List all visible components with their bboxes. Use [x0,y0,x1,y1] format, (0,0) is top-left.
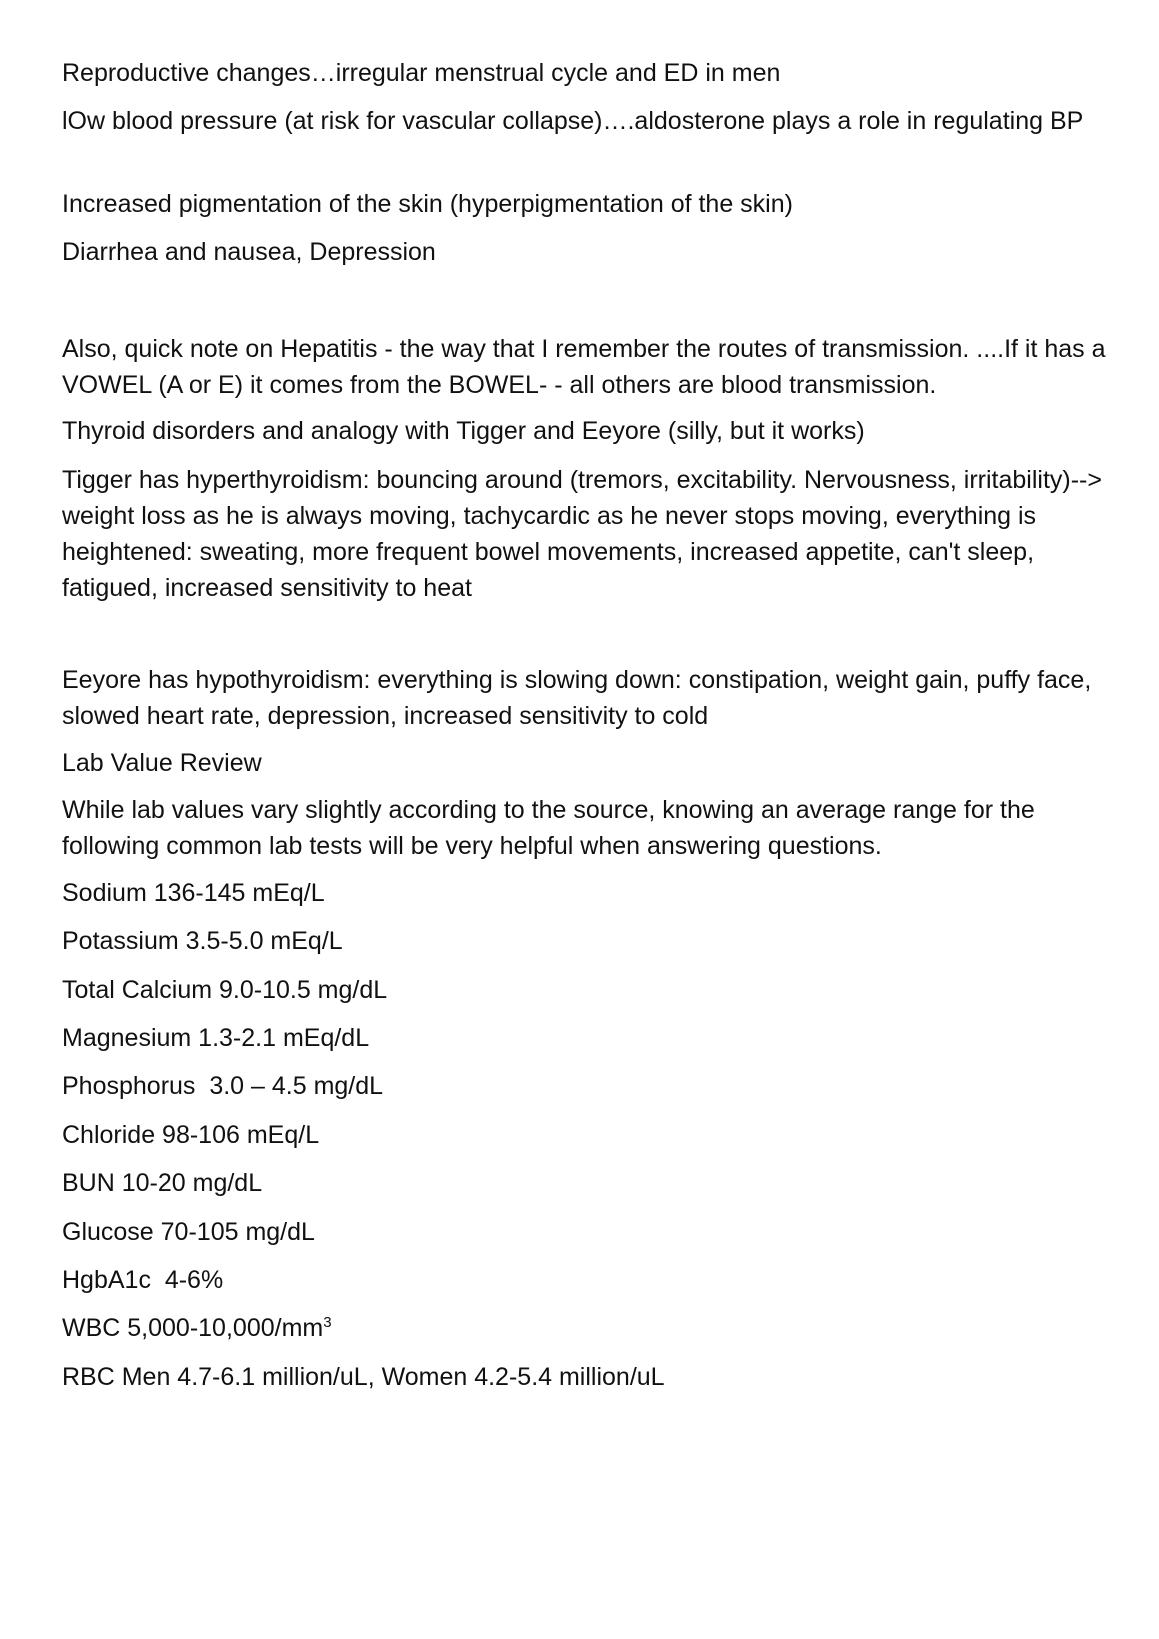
lab-wbc-superscript: 3 [323,1314,332,1331]
paragraph-thyroid-analogy: Thyroid disorders and analogy with Tigger and Eeyore (silly, but it works) [62,417,865,445]
lab-potassium: Potassium 3.5-5.0 mEq/L [62,927,343,955]
paragraph-eeyore-hypothyroidism: Eeyore has hypothyroidism: everything is slowing down: constipation, weight gain, puffy face, slowed heart rate, depression, increased sensitivity to cold [62,666,1092,730]
paragraph-tigger-hyperthyroidism: Tigger has hyperthyroidism: bouncing around (tremors, excitability. Nervousness, irritability)--> weight loss as he is always moving, tachycardic as he never stops moving, everything is heightened: sweating, more frequent bowel movements, increased appetite, can't sleep, fatigued, increased sensitivity to heat [62,466,1102,602]
paragraph-increased-pigmentation: Increased pigmentation of the skin (hyperpigmentation of the skin) [62,190,793,218]
lab-wbc [62,1310,1132,1346]
lab-total-calcium: Total Calcium 9.0-10.5 mg/dL [62,976,388,1004]
lab-bun: BUN 10-20 mg/dL [62,1169,263,1197]
lab-phosphorus: Phosphorus 3.0 – 4.5 mg/dL [62,1072,384,1100]
lab-sodium: Sodium 136-145 mEq/L [62,879,325,907]
paragraph-hepatitis-note: Also, quick note on Hepatitis - the way that I remember the routes of transmission. ....If it has a VOWEL (A or E) it comes from the BOWEL- - all others are blood transmission. [62,335,1106,399]
paragraph-reproductive-changes: Reproductive changes…irregular menstrual cycle and ED in men [62,59,781,87]
lab-rbc: RBC Men 4.7-6.1 million/uL, Women 4.2-5.4 million/uL [62,1363,665,1391]
lab-glucose: Glucose 70-105 mg/dL [62,1218,315,1246]
lab-wbc-text: WBC 5,000-10,000/mm [62,1314,324,1342]
paragraph-lab-values-intro: While lab values vary slightly according to the source, knowing an average range for the following common lab tests will be very helpful when answering questions. [62,796,1035,860]
lab-hgba1c: HgbA1c 4-6% [62,1266,224,1294]
heading-lab-value-review: Lab Value Review [62,749,262,777]
paragraph-low-blood-pressure: lOw blood pressure (at risk for vascular collapse)….aldosterone plays a role in regulating BP [62,107,1084,135]
lab-magnesium: Magnesium 1.3-2.1 mEq/dL [62,1024,370,1052]
paragraph-diarrhea-nausea: Diarrhea and nausea, Depression [62,238,436,266]
lab-chloride: Chloride 98-106 mEq/L [62,1121,320,1149]
